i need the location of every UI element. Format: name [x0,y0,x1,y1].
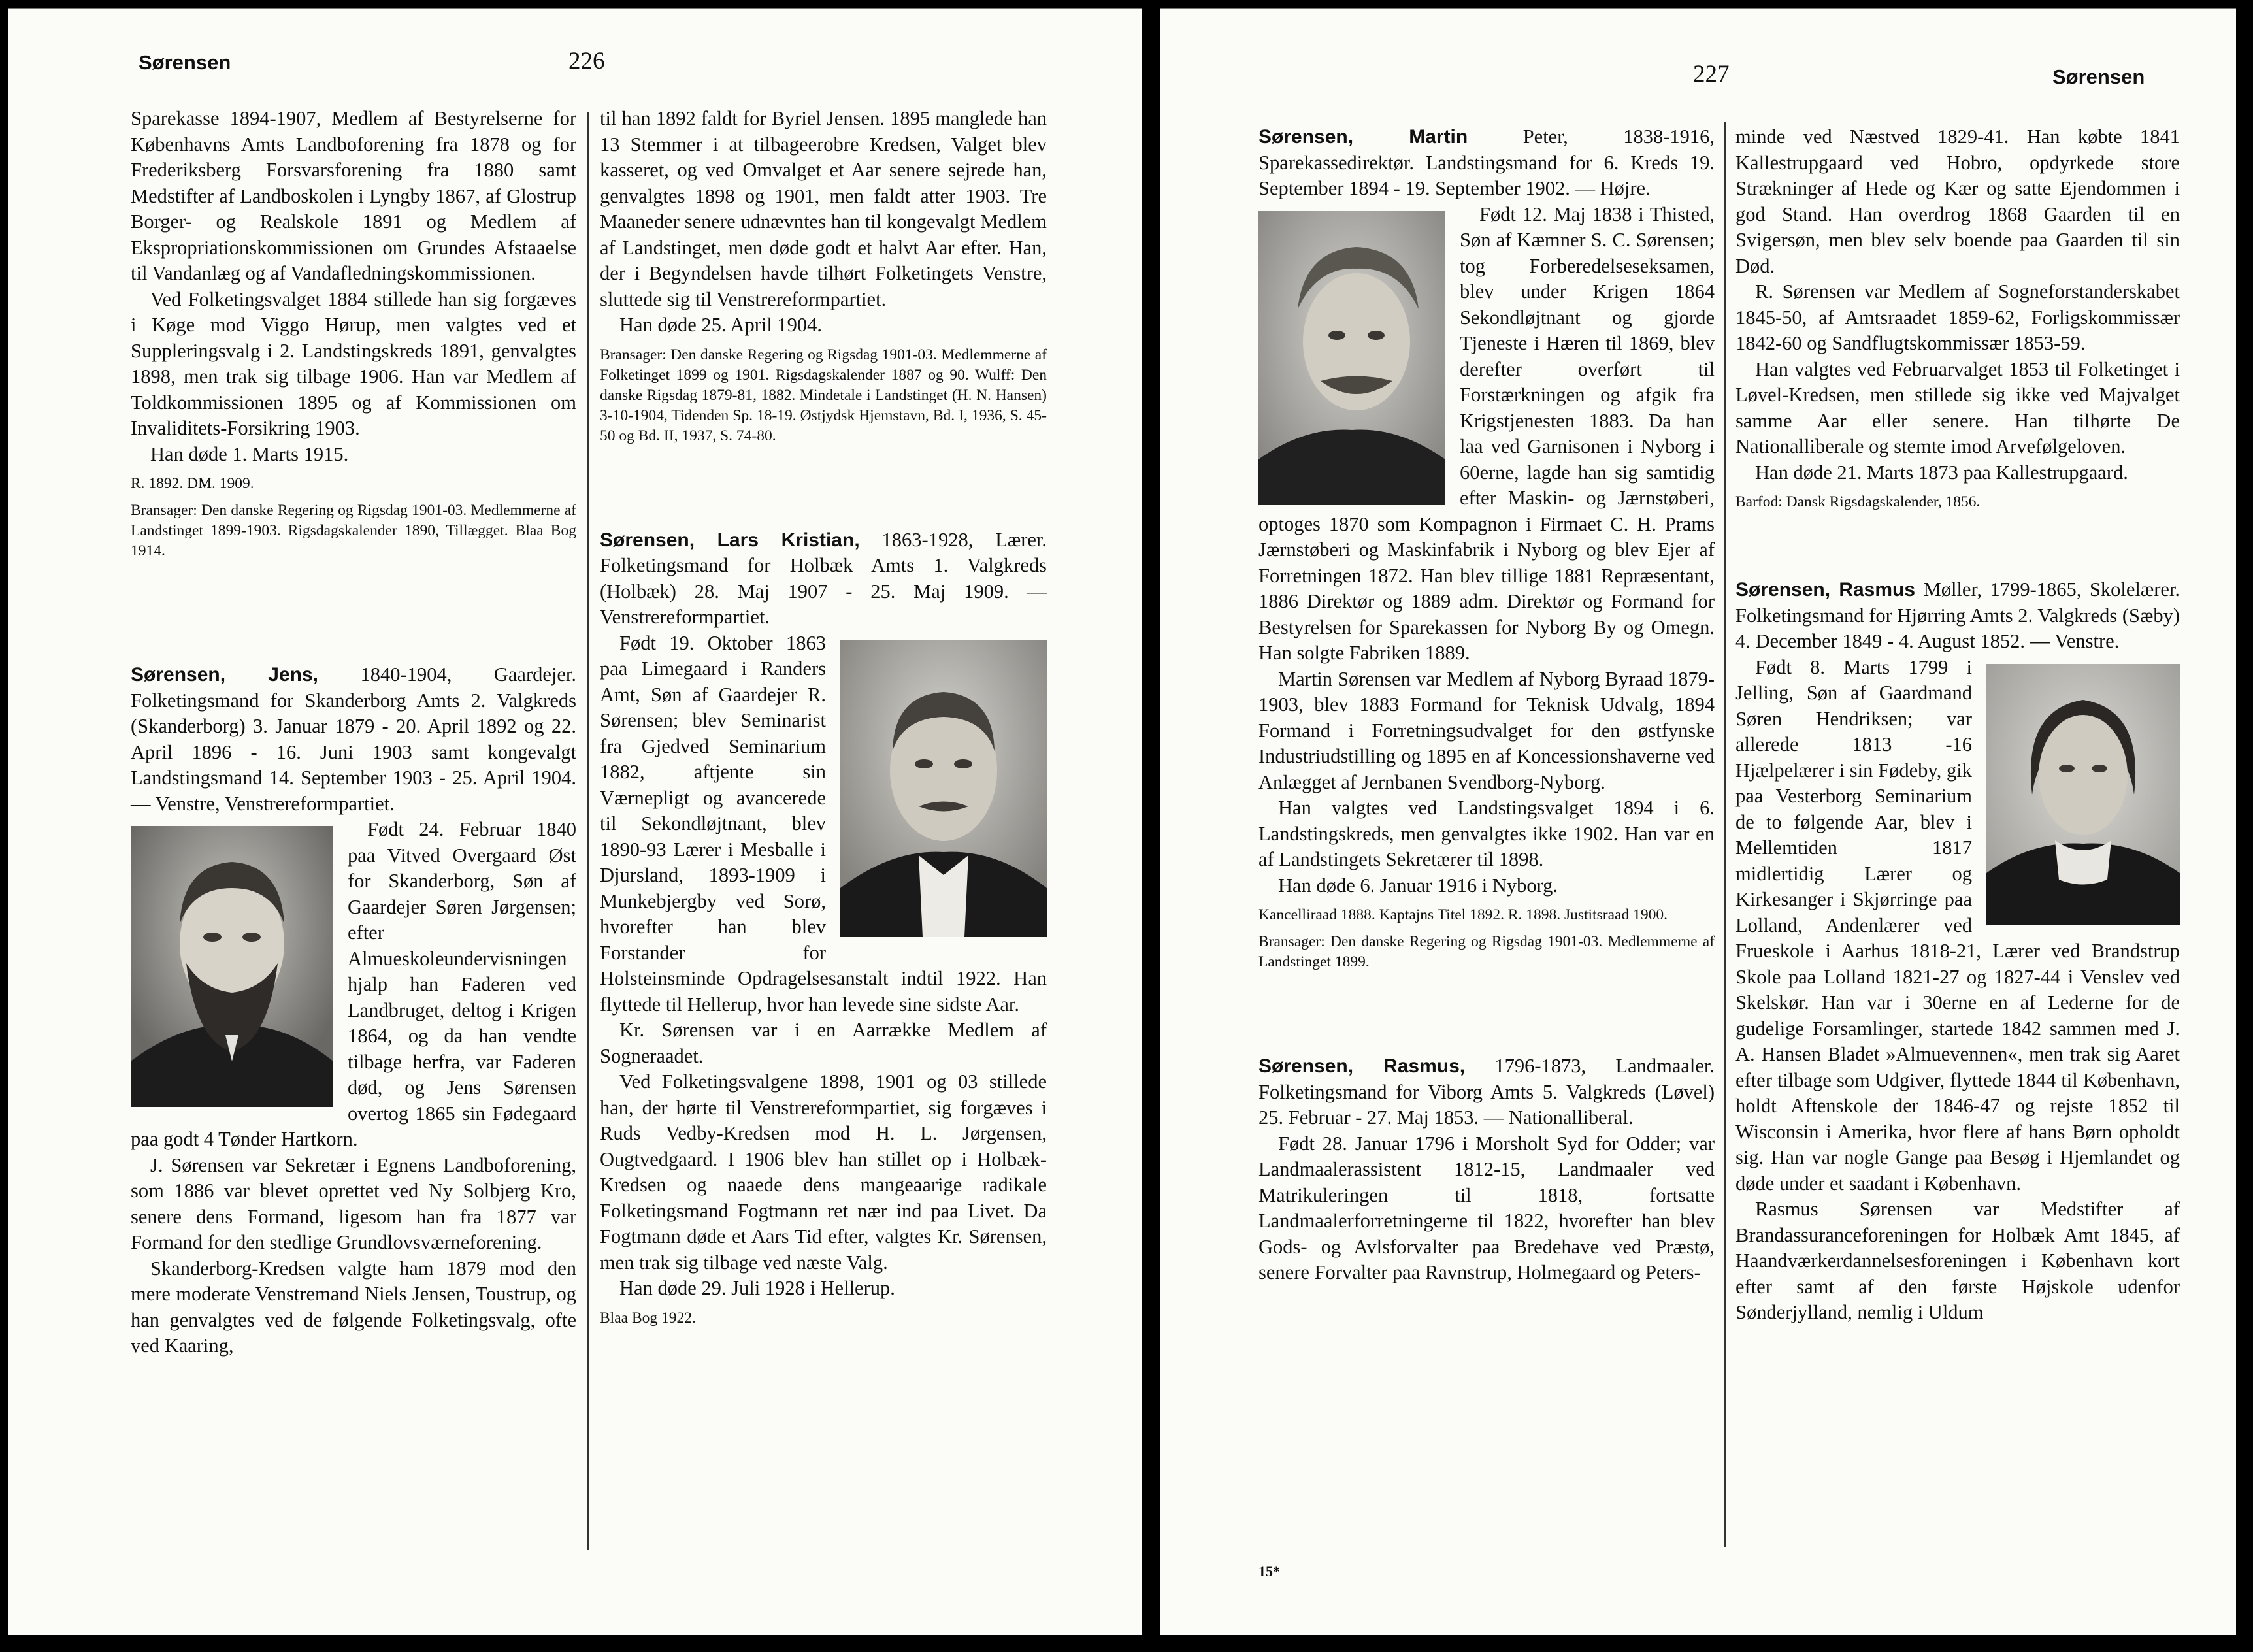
right-column-1 [1258,124,1715,1286]
page-number: 227 [1693,61,1730,88]
paragraph: Han døde 21. Marts 1873 paa Kallestrupgaard. [1755,461,2128,484]
paragraph: Han valgtes ved Februarvalget 1853 til Folketinget i Løvel-Kredsen, men stillede sig ikke ved Majvalget samme Aar eller senere. Han tilhørte De Nationalliberale og stemte imod Arvefølgeloven. [1735,357,2180,457]
sources-note: Bransager: Den danske Regering og Rigsdag 1901-03. Medlemmerne af Landstinget 1899-1903. Rigsdagskalender 1890, Tillægget. Blaa Bog 1914. [131,502,576,559]
paragraph: Kr. Sørensen var i en Aarrække Medlem af Sogneraadet. [600,1019,1047,1067]
paragraph: Han valgtes ved Landstingsvalget 1894 i 6. Landstingskreds, men genvalgtes ikke 1902. Han var en af Landstingets Sekretærer til 1898. [1258,797,1715,870]
page-number: 226 [568,48,605,74]
paragraph: Født 12. Maj 1838 i Thisted, Søn af Kæmner S. C. Sørensen; tog Forberedelseseksamen, blev under Krigen 1864 Sekondløjtnant og gjorde Tjeneste i Hæren til 1869, blev derefter overført til Forstærkningen og afgik fra Krigstjenesten 1883. Da han laa ved Garnisonen i Nyborg i 60erne, lagde han sig samtidig efter Maskin- og Jærnstøberi, optoges 1870 som Kompagnon i Firmaet C. H. Prams Jærnstøberi og Maskinfabrik i Nyborg og blev Ejer af Forretningen 1872. Han blev tillige 1881 Repræsentant, 1886 Direktør og 1889 adm. Direktør og Formand for Bestyrelsen for Sparekassen for Nyborg By og Omegn. Han solgte Fabriken 1889. [1258,203,1715,664]
right-page [1160,8,2236,1635]
paragraph: Sparekasse 1894-1907, Medlem af Bestyrelserne for Københavns Amts Landboforening fra 1878 og for Frederiksberg Forsvarsforening fra 1880 samt Medstifter af Landboskolen i Lyngby 1867, af Glostrup Borger- og Realskole 1891 og Medlem af Ekspropriationskommissionen om Grundes Afstaaelse til Vandanlæg og af Vandafledningskommissionen. [131,107,576,284]
paragraph: Han døde 29. Juli 1928 i Hellerup. [619,1277,895,1299]
paragraph: Født 19. Oktober 1863 paa Limegaard i Randers Amt, Søn af Gaardejer R. Sørensen; blev Seminarist fra Gjedved Seminarium 1882, aftjente sin Værnepligt og avancerede til Sekondløjtnant, blev 1890-93 Lærer i Mesballe i Djursland, 1893-1909 i Munkebjergby ved Sorø, hvorefter han blev Forstander for Holsteinsminde Opdragelsesanstalt indtil 1922. Han flyttede til Hellerup, hvor han levede sine sidste Aar. [600,631,1047,1016]
paragraph: J. Sørensen var Sekretær i Egnens Landboforening, som 1886 var blevet oprettet ved Ny Solbjerg Kro, senere dens Formand, ligesom han fra 1877 var Formand for den stedlige Grundlovsværneforening. [131,1153,576,1253]
entry-summary: 1796-1873, Landmaaler. Folketingsmand for Viborg Amts 5. Valgkreds (Løvel) 25. Februar - 27. Maj 1853. — Nationalliberal. [1258,1055,1715,1129]
entry-summary: 1863-1928, Lærer. Folketingsmand for Holbæk Amts 1. Valgkreds (Holbæk) 28. Maj 1907 - 25. Maj 1909. — Venstrereformpartiet. [600,528,1047,628]
paragraph: Han døde 1. Marts 1915. [150,442,349,465]
entry-name: Sørensen, Rasmus [1735,579,1916,601]
paragraph: Han døde 6. Januar 1916 i Nyborg. [1278,874,1558,897]
sources-note: Bransager: Den danske Regering og Rigsdag 1901-03. Medlemmerne af Landstinget 1899. [1258,933,1715,970]
left-page [8,8,1142,1635]
portrait-photo-jens [131,826,333,1107]
paragraph: Ved Folketingsvalgene 1898, 1901 og 03 stillede han, der hørte til Venstrereformpartiet, sig forgæves i Ruds Vedby-Kredsen mod H. L. Jørgensen, Ougtvedgaard. I 1906 blev han stillet op i Holbæk-Kredsen og naaede dens mangeaarige radikale Folketingsmand Fogtmann ret nær ind paa Livet. Da Fogtmann døde et Aars Tid efter, valgtes Kr. Sørensen, men trak sig tilbage ved næste Valg. [600,1070,1047,1274]
page-edge [1160,8,2236,9]
entry-summary: Møller, 1799-1865, Skolelærer. Folketingsmand for Hjørring Amts 2. Valgkreds (Sæby) 4. December 1849 - 4. August 1852. — Venstre. [1735,578,2180,652]
entry-name: Sørensen, Rasmus, [1258,1055,1466,1077]
sources-note: Bransager: Den danske Regering og Rigsdag 1901-03. Medlemmerne af Folketinget 1899 og 1901. Rigsdagskalender 1887 og 90. Wulff: Den danske Rigsdag 1879-81, 1882. Mindetale i Landstinget (H. N. Hansen) 3-10-1904, Tidenden Sp. 18-19. Østjydsk Hjemstavn, Bd. I, 1936, S. 45-50 og Bd. II, 1937, S. 74-80. [600,346,1047,444]
page-edge [8,8,1142,9]
entry-summary: Peter, 1838-1916, Sparekassedirektør. Landstingsmand for 6. Kreds 19. September 1894 - 19. September 1902. — Højre. [1258,125,1715,199]
left-column-2 [600,106,1047,1331]
entry-name: Sørensen, Martin [1258,126,1468,148]
running-head: Sørensen [139,51,231,74]
paragraph: til han 1892 faldt for Byriel Jensen. 1895 manglede han 13 Stemmer i at tilbageerobre Kredsen, Valget blev kasseret, og ved Omvalget et Aar senere sejrede han, genvalgtes 1898 og 1901, men faldt atter 1903. Tre Maaneder senere udnævntes han til kongevalgt Medlem af Landstinget, men døde godt et halvt Aar efter. Han, der i Begyndelsen havde tilhørt Folketingets Venstre, sluttede sig til Venstrereformpartiet. [600,107,1047,310]
column-divider [587,112,589,1550]
left-column-1 [131,106,576,1359]
paragraph: Ved Folketingsvalget 1884 stillede han sig forgæves i Køge mod Viggo Hørup, men valgtes ved et Suppleringsvalg i 2. Landstingskreds 1891, genvalgtes 1898, men trak sig tilbage 1906. Han var Medlem af Toldkommissionen 1895 og af Kommissionen om Invaliditets-Forsikring 1903. [131,288,576,439]
paragraph: Han døde 25. April 1904. [619,314,823,336]
decorations-note: R. 1892. DM. 1909. [131,475,254,492]
paragraph: Martin Sørensen var Medlem af Nyborg Byraad 1879-1903, blev 1883 Formand for Teknisk Udvalg, 1894 Formand i Forretningsudvalget for den østfynske Industriudstilling og 1895 en af Koncessionshaverne ved Anlægget af Jernbanen Svendborg-Nyborg. [1258,667,1715,793]
running-head: Sørensen [2052,65,2145,88]
column-divider [1724,122,1726,1547]
portrait-photo-rasmus [1986,664,2180,925]
paragraph: minde ved Næstved 1829-41. Han købte 1841 Kallestrupgaard ved Hobro, opdyrkede store Strækninger af Hede og Kær og satte Ejendommen i god Stand. Han overdrog 1868 Gaarden til en Svigersøn, men blev selv boende paa Gaarden til sin Død. [1735,125,2180,277]
paragraph: Født 24. Februar 1840 paa Vitved Overgaard Øst for Skanderborg, Søn af Gaardejer Søren Jørgensen; efter Almueskoleundervisningen hjalp han Faderen ved Landbruget, deltog i Krigen 1864, og da han vendte tilbage herfra, var Faderen død, og Jens Sørensen overtog 1865 sin Fødegaard paa godt 4 Tønder Hartkorn. [131,818,576,1150]
portrait-photo-lars [840,640,1047,937]
sources-note: Blaa Bog 1922. [600,1309,696,1327]
paragraph: Skanderborg-Kredsen valgte ham 1879 mod den mere moderate Venstremand Niels Jensen, Toustrup, og han genvalgtes ved de følgende Folketingsvalg, ofte ved Kaaring, [131,1257,576,1357]
sources-note: Barfod: Dansk Rigsdagskalender, 1856. [1735,493,1981,510]
right-column-2 [1735,124,2180,1326]
entry-name: Sørensen, Lars Kristian, [600,529,860,551]
paragraph: Født 8. Marts 1799 i Jelling, Søn af Gaardmand Søren Hendriksen; var allerede 1813 -16 Hjælpelærer i sin Fødeby, gik paa Vesterborg Seminarium de to følgende Aar, blev i Mellemtiden 1817 midlertidig Lærer og Kirkesanger i Skjørringe paa Lolland, Andenlærer ved Frueskole i Aarhus 1818-21, Lærer ved Brandstrup Skole paa Lolland 1821-27 og 1827-44 i Venslev ved Skelskør. Han var i 30erne en af Lederne for de gudelige Forsamlinger, startede 1842 sammen med J. A. Hansen Bladet »Almuevennen«, men trak sig Aaret efter tilbage som Udgiver, flyttede 1844 til København, holdt Aftenskole der 1846-47 og rejste 1852 til Wisconsin i Amerika, hvor flere af hans Børn opholdt sig. Han var nogle Gange paa Besøg i Hjemlandet og døde under et saadant i København. [1735,655,2180,1195]
entry-name: Sørensen, Jens, [131,664,318,686]
entry-summary: 1840-1904, Gaardejer. Folketingsmand for Skanderborg Amts 2. Valgkreds (Skanderborg) 3. Januar 1879 - 20. April 1892 og 22. April 1896 - 16. Juni 1903 samt kongevalgt Landstingsmand 14. September 1903 - 25. April 1904. — Venstre, Venstrereformpartiet. [131,663,576,815]
paragraph: Rasmus Sørensen var Medstifter af Brandassuranceforeningen for Holbæk Amt 1845, af Haandværkerdannelsesforeningen i København kort efter samt af den første Højskole udenfor Sønderjylland, nemlig i Uldum [1735,1198,2180,1323]
paragraph: R. Sørensen var Medlem af Sogneforstanderskabet 1845-50, af Amtsraadet 1859-62, Forligskommissær 1842-60 og Sandflugtskommissær 1853-59. [1735,280,2180,354]
paragraph: Født 28. Januar 1796 i Morsholt Syd for Odder; var Landmaalerassistent 1812-15, Landmaaler ved Matrikuleringen til 1818, fortsatte Landmaalerforretningerne til 1822, hvorefter han blev Gods- og Avlsforvalter paa Bredehave ved Præstø, senere Forvalter paa Ravnstrup, Holmegaard og Peters- [1258,1132,1715,1283]
signature-mark: 15* [1258,1563,1280,1579]
portrait-photo-martin [1258,211,1445,505]
decorations-note: Kancelliraad 1888. Kaptajns Titel 1892. R. 1898. Justitsraad 1900. [1258,906,1668,923]
